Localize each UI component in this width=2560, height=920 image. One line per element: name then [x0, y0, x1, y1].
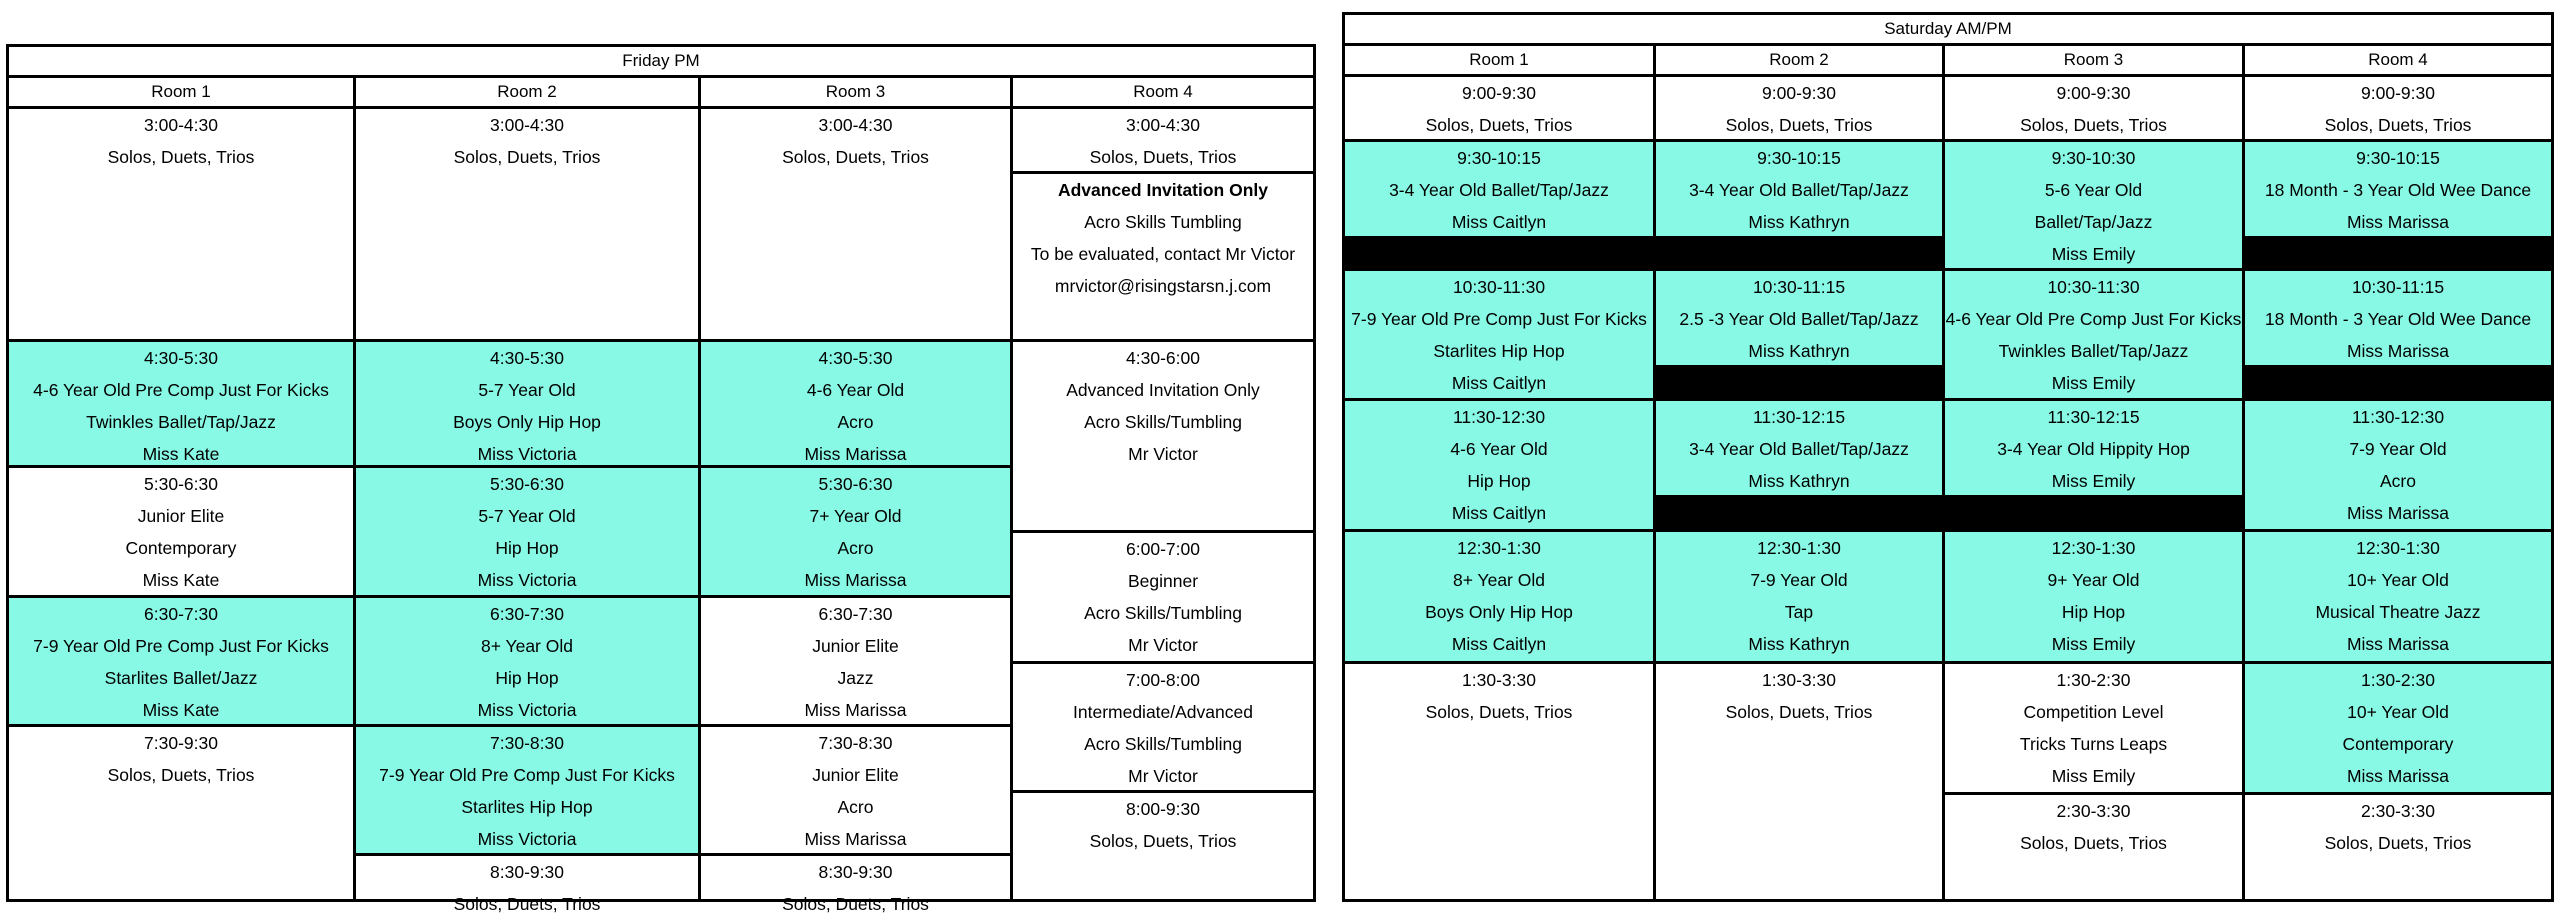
- class-detail: Solos, Duets, Trios: [1425, 702, 1573, 722]
- class-teacher: Miss Marissa: [2346, 341, 2450, 361]
- class-time: 9:30-10:15: [1457, 148, 1541, 168]
- class-teacher: Miss Marissa: [804, 829, 907, 849]
- class-teacher: Miss Victoria: [477, 444, 577, 464]
- class-detail: 10+ Year Old: [2347, 570, 2449, 590]
- class-detail: Acro Skills/Tumbling: [1084, 734, 1242, 754]
- class-detail: Solos, Duets, Trios: [107, 765, 255, 785]
- saturday-room-2-block-3: [1653, 268, 1945, 368]
- class-time: 9:30-10:15: [2356, 148, 2440, 168]
- class-time: 11:30-12:30: [1452, 407, 1546, 427]
- class-time: 12:30-1:30: [1757, 538, 1841, 558]
- break-bar: [2242, 239, 2554, 271]
- class-detail: Hip Hop: [495, 538, 559, 558]
- class-teacher: Miss Marissa: [2346, 503, 2450, 523]
- saturday-title: Saturday AM/PM: [1342, 12, 2554, 46]
- saturday-room-1-block-6: [1342, 661, 1656, 902]
- class-time: 3:00-4:30: [490, 115, 564, 135]
- class-time: 8:30-9:30: [490, 862, 564, 882]
- class-teacher: Miss Victoria: [477, 700, 577, 720]
- class-time: 12:30-1:30: [1457, 538, 1541, 558]
- class-detail: Intermediate/Advanced: [1073, 702, 1253, 722]
- break-bar: [1653, 498, 1945, 532]
- class-detail: 7-9 Year Old Pre Comp Just For Kicks: [379, 765, 675, 785]
- class-detail: Jazz: [837, 668, 874, 688]
- class-detail: Solos, Duets, Trios: [782, 147, 929, 167]
- class-time: 6:30-7:30: [490, 604, 564, 624]
- class-detail: Contemporary: [125, 538, 237, 558]
- saturday-room-2-block-6: [1653, 661, 1945, 902]
- saturday-schedule: [1342, 12, 2554, 902]
- class-detail: Acro Skills Tumbling: [1084, 212, 1242, 232]
- class-detail: Solos, Duets, Trios: [2324, 115, 2472, 135]
- class-time: 7:30-8:30: [490, 733, 564, 753]
- class-detail: Solos, Duets, Trios: [1725, 115, 1873, 135]
- class-detail: Hip Hop: [1467, 471, 1531, 491]
- class-detail: Solos, Duets, Trios: [2020, 115, 2167, 135]
- saturday-room-3-block-5: [1942, 529, 2245, 664]
- saturday-room-1-block-2: [1342, 139, 1656, 239]
- class-time: 7:30-8:30: [818, 733, 893, 753]
- class-teacher: Miss Emily: [2051, 471, 2136, 491]
- class-detail: Twinkles Ballet/Tap/Jazz: [86, 412, 276, 432]
- saturday-room-4-block-2: [2242, 139, 2554, 239]
- friday-room-1-header: Room 1: [6, 75, 356, 109]
- friday-room-4-block-1: [1010, 106, 1316, 174]
- class-teacher: Miss Marissa: [804, 570, 907, 590]
- class-detail: Advanced Invitation Only: [1066, 380, 1260, 400]
- saturday-room-3-block-4: [1942, 398, 2245, 498]
- friday-room-4-block-6: [1010, 790, 1316, 902]
- friday-room-2-block-5: [353, 724, 701, 856]
- class-time: 12:30-1:30: [2356, 538, 2440, 558]
- friday-room-1-block-1: [6, 106, 356, 342]
- class-teacher: Miss Kathryn: [1748, 212, 1850, 232]
- class-teacher: Miss Emily: [2051, 244, 2136, 264]
- class-detail: 7-9 Year Old: [1750, 570, 1848, 590]
- class-teacher: Miss Kathryn: [1748, 634, 1850, 654]
- class-time: 6:30-7:30: [818, 604, 893, 624]
- class-time: 10:30-11:30: [2047, 277, 2140, 297]
- class-detail: Junior Elite: [812, 636, 899, 656]
- break-bar: [1653, 239, 1945, 271]
- class-teacher: Miss Marissa: [2346, 212, 2450, 232]
- class-detail: Acro: [837, 797, 874, 817]
- class-detail: Tricks Turns Leaps: [2019, 734, 2168, 754]
- class-detail: Hip Hop: [495, 668, 559, 688]
- saturday-room-2-block-2: [1653, 139, 1945, 239]
- saturday-room-4-block-7: [2242, 792, 2554, 902]
- class-teacher: Miss Caitlyn: [1451, 212, 1547, 232]
- friday-room-2-block-6: [353, 853, 701, 914]
- class-detail: 10+ Year Old: [2347, 702, 2449, 722]
- friday-room-3-block-3: [698, 465, 1013, 598]
- class-detail: Solos, Duets, Trios: [453, 894, 601, 914]
- class-detail: Solos, Duets, Trios: [2324, 833, 2472, 853]
- class-detail: 5-7 Year Old: [478, 506, 576, 526]
- class-time: 1:30-3:30: [1762, 670, 1836, 690]
- class-time: 3:00-4:30: [818, 115, 893, 135]
- saturday-room-4-header: Room 4: [2242, 43, 2554, 77]
- class-detail: Contemporary: [2342, 734, 2454, 754]
- saturday-room-4-block-6: [2242, 661, 2554, 795]
- class-time: 10:30-11:15: [1752, 277, 1846, 297]
- class-detail: Beginner: [1127, 571, 1199, 591]
- class-teacher: Miss Marissa: [804, 700, 907, 720]
- class-teacher: Miss Kathryn: [1748, 341, 1850, 361]
- class-teacher: Miss Kate: [142, 444, 220, 464]
- class-teacher: Miss Victoria: [477, 829, 577, 849]
- class-detail: 3-4 Year Old Ballet/Tap/Jazz: [1689, 439, 1909, 459]
- class-time: 6:30-7:30: [144, 604, 218, 624]
- contact-email: mrvictor@risingstarsn.j.com: [1054, 276, 1272, 296]
- class-teacher: Miss Marissa: [2346, 634, 2450, 654]
- saturday-room-3-block-6: [1942, 661, 2245, 795]
- class-detail: 2.5 -3 Year Old Ballet/Tap/Jazz: [1679, 309, 1919, 329]
- class-detail: 8+ Year Old: [481, 636, 573, 656]
- class-detail: Solos, Duets, Trios: [453, 147, 601, 167]
- class-time: 5:30-6:30: [490, 474, 564, 494]
- friday-room-3-block-5: [698, 724, 1013, 856]
- class-detail: 7-9 Year Old Pre Comp Just For Kicks: [33, 636, 329, 656]
- class-time: 9:00-9:30: [2056, 83, 2131, 103]
- saturday-room-1-block-4: [1342, 398, 1656, 532]
- class-detail: Acro: [2380, 471, 2416, 491]
- class-time: 5:30-6:30: [818, 474, 893, 494]
- class-time: 5:30-6:30: [144, 474, 218, 494]
- class-teacher: Miss Victoria: [477, 570, 577, 590]
- class-detail: Boys Only Hip Hop: [453, 412, 601, 432]
- class-detail: 5-7 Year Old: [478, 380, 576, 400]
- saturday-room-1-header: Room 1: [1342, 43, 1656, 77]
- class-detail: Hip Hop: [2061, 602, 2126, 622]
- saturday-room-2-block-5: [1653, 529, 1945, 664]
- class-teacher: Miss Emily: [2051, 373, 2136, 393]
- saturday-room-3-block-3: [1942, 268, 2245, 401]
- class-detail: 9+ Year Old: [2047, 570, 2140, 590]
- class-detail: 3-4 Year Old Ballet/Tap/Jazz: [1389, 180, 1609, 200]
- friday-room-3-block-4: [698, 595, 1013, 727]
- class-detail: Acro Skills/Tumbling: [1084, 603, 1242, 623]
- class-detail: 18 Month - 3 Year Old Wee Dance: [2264, 309, 2532, 329]
- class-detail: 18 Month - 3 Year Old Wee Dance: [2264, 180, 2532, 200]
- friday-schedule: [6, 44, 1316, 914]
- class-teacher: Mr Victor: [1128, 635, 1198, 655]
- saturday-room-3-block-1: [1942, 74, 2245, 142]
- friday-room-2-block-3: [353, 465, 701, 598]
- class-time: 12:30-1:30: [2051, 538, 2136, 558]
- friday-room-4-header: Room 4: [1010, 75, 1316, 109]
- class-time: 9:00-9:30: [2361, 83, 2435, 103]
- class-teacher: Miss Caitlyn: [1451, 634, 1547, 654]
- break-bar: [1942, 498, 2245, 532]
- saturday-room-1-block-5: [1342, 529, 1656, 664]
- class-detail: 7-9 Year Old Pre Comp Just For Kicks: [1351, 309, 1647, 329]
- class-detail: Musical Theatre Jazz: [2315, 602, 2481, 622]
- friday-room-4-block-5: [1010, 661, 1316, 793]
- class-detail: Solos, Duets, Trios: [1425, 115, 1573, 135]
- class-detail: Acro: [837, 412, 874, 432]
- class-detail: Acro: [837, 538, 874, 558]
- class-time: 9:30-10:15: [1757, 148, 1841, 168]
- class-teacher: Miss Kathryn: [1748, 471, 1850, 491]
- class-detail: Starlites Hip Hop: [461, 797, 593, 817]
- class-time: 9:00-9:30: [1762, 83, 1836, 103]
- class-teacher: Miss Caitlyn: [1451, 503, 1547, 523]
- class-time: 10:30-11:15: [2351, 277, 2445, 297]
- class-time: 1:30-2:30: [2056, 670, 2131, 690]
- class-time: 11:30-12:30: [2351, 407, 2445, 427]
- class-time: 4:30-5:30: [818, 348, 893, 368]
- class-teacher: Miss Caitlyn: [1451, 373, 1547, 393]
- saturday-room-1-block-3: [1342, 268, 1656, 401]
- saturday-room-2-block-1: [1653, 74, 1945, 142]
- class-time: 2:30-3:30: [2361, 801, 2435, 821]
- class-teacher: Miss Kate: [142, 700, 220, 720]
- friday-room-3-block-6: [698, 853, 1013, 914]
- class-detail: Solos, Duets, Trios: [1725, 702, 1873, 722]
- class-time: 4:30-6:00: [1126, 348, 1200, 368]
- class-detail: 3-4 Year Old Hippity Hop: [1997, 439, 2190, 459]
- saturday-room-1-block-1: [1342, 74, 1656, 142]
- class-detail: 8+ Year Old: [1453, 570, 1545, 590]
- friday-room-2-block-4: [353, 595, 701, 727]
- break-bar: [1653, 368, 1945, 401]
- class-detail: Ballet/Tap/Jazz: [2034, 212, 2153, 232]
- class-time: 8:00-9:30: [1126, 799, 1200, 819]
- class-detail: 3-4 Year Old Ballet/Tap/Jazz: [1689, 180, 1909, 200]
- friday-room-2-block-2: [353, 339, 701, 468]
- friday-room-4-block-3: [1010, 339, 1316, 533]
- friday-room-4-block-2: [1010, 171, 1316, 342]
- saturday-room-4-block-3: [2242, 268, 2554, 368]
- class-detail: 7-9 Year Old: [2349, 439, 2447, 459]
- class-time: 11:30-12:15: [2047, 407, 2140, 427]
- saturday-room-4-block-1: [2242, 74, 2554, 142]
- class-time: 3:00-4:30: [144, 115, 218, 135]
- class-time: 6:00-7:00: [1126, 539, 1200, 559]
- class-teacher: Mr Victor: [1128, 444, 1198, 464]
- saturday-room-4-block-4: [2242, 398, 2554, 532]
- class-detail: 4-6 Year Old: [1450, 439, 1548, 459]
- class-detail: Junior Elite: [137, 506, 225, 526]
- class-detail: 7+ Year Old: [809, 506, 902, 526]
- saturday-room-4-block-5: [2242, 529, 2554, 664]
- class-time: 2:30-3:30: [2056, 801, 2131, 821]
- class-detail: 4-6 Year Old Pre Comp Just For Kicks: [33, 380, 329, 400]
- class-detail: Starlites Hip Hop: [1433, 341, 1565, 361]
- class-teacher: Miss Marissa: [804, 444, 907, 464]
- class-time: 4:30-5:30: [490, 348, 564, 368]
- friday-room-1-block-4: [6, 595, 356, 727]
- class-detail: Junior Elite: [812, 765, 899, 785]
- class-detail: Tap: [1784, 602, 1814, 622]
- class-time: 3:00-4:30: [1126, 115, 1200, 135]
- class-teacher: Miss Emily: [2051, 766, 2136, 786]
- class-teacher: Mr Victor: [1128, 766, 1198, 786]
- friday-room-1-block-5: [6, 724, 356, 902]
- friday-title: Friday PM: [6, 44, 1316, 78]
- class-detail: Twinkles Ballet/Tap/Jazz: [1998, 341, 2189, 361]
- class-detail: Competition Level: [2023, 702, 2164, 722]
- class-time: 7:00-8:00: [1126, 670, 1200, 690]
- friday-room-3-block-2: [698, 339, 1013, 468]
- class-time: 1:30-3:30: [1462, 670, 1536, 690]
- saturday-room-2-header: Room 2: [1653, 43, 1945, 77]
- class-time: 7:30-9:30: [144, 733, 218, 753]
- class-detail: Solos, Duets, Trios: [2020, 833, 2167, 853]
- class-detail: Solos, Duets, Trios: [782, 894, 929, 914]
- friday-room-1-block-3: [6, 465, 356, 598]
- class-time: 1:30-2:30: [2361, 670, 2435, 690]
- class-detail: Solos, Duets, Trios: [1089, 831, 1237, 851]
- friday-room-2-header: Room 2: [353, 75, 701, 109]
- friday-room-1-block-2: [6, 339, 356, 468]
- class-teacher: Miss Kate: [142, 570, 220, 590]
- class-time: 9:30-10:30: [2051, 148, 2136, 168]
- friday-room-2-block-1: [353, 106, 701, 342]
- class-detail: To be evaluated, contact Mr Victor: [1030, 244, 1296, 264]
- saturday-room-2-block-4: [1653, 398, 1945, 498]
- break-bar: [1342, 239, 1656, 271]
- class-title: Advanced Invitation Only: [1057, 180, 1269, 200]
- class-detail: Solos, Duets, Trios: [107, 147, 255, 167]
- friday-room-4-block-4: [1010, 530, 1316, 664]
- class-time: 9:00-9:30: [1462, 83, 1536, 103]
- break-bar: [2242, 368, 2554, 401]
- class-time: 4:30-5:30: [144, 348, 218, 368]
- class-detail: Boys Only Hip Hop: [1425, 602, 1573, 622]
- class-time: 11:30-12:15: [1752, 407, 1846, 427]
- class-time: 8:30-9:30: [818, 862, 893, 882]
- class-detail: Starlites Ballet/Jazz: [104, 668, 258, 688]
- class-teacher: Miss Marissa: [2346, 766, 2450, 786]
- class-detail: 5-6 Year Old: [2044, 180, 2143, 200]
- friday-room-3-block-1: [698, 106, 1013, 342]
- class-teacher: Miss Emily: [2051, 634, 2136, 654]
- saturday-room-3-block-7: [1942, 792, 2245, 902]
- class-detail: Acro Skills/Tumbling: [1084, 412, 1242, 432]
- saturday-room-3-header: Room 3: [1942, 43, 2245, 77]
- class-detail: 4-6 Year Old Pre Comp Just For Kicks: [1945, 309, 2242, 329]
- saturday-room-3-block-2: [1942, 139, 2245, 271]
- class-time: 10:30-11:30: [1452, 277, 1546, 297]
- friday-room-3-header: Room 3: [698, 75, 1013, 109]
- class-detail: Solos, Duets, Trios: [1089, 147, 1237, 167]
- class-detail: 4-6 Year Old: [806, 380, 905, 400]
